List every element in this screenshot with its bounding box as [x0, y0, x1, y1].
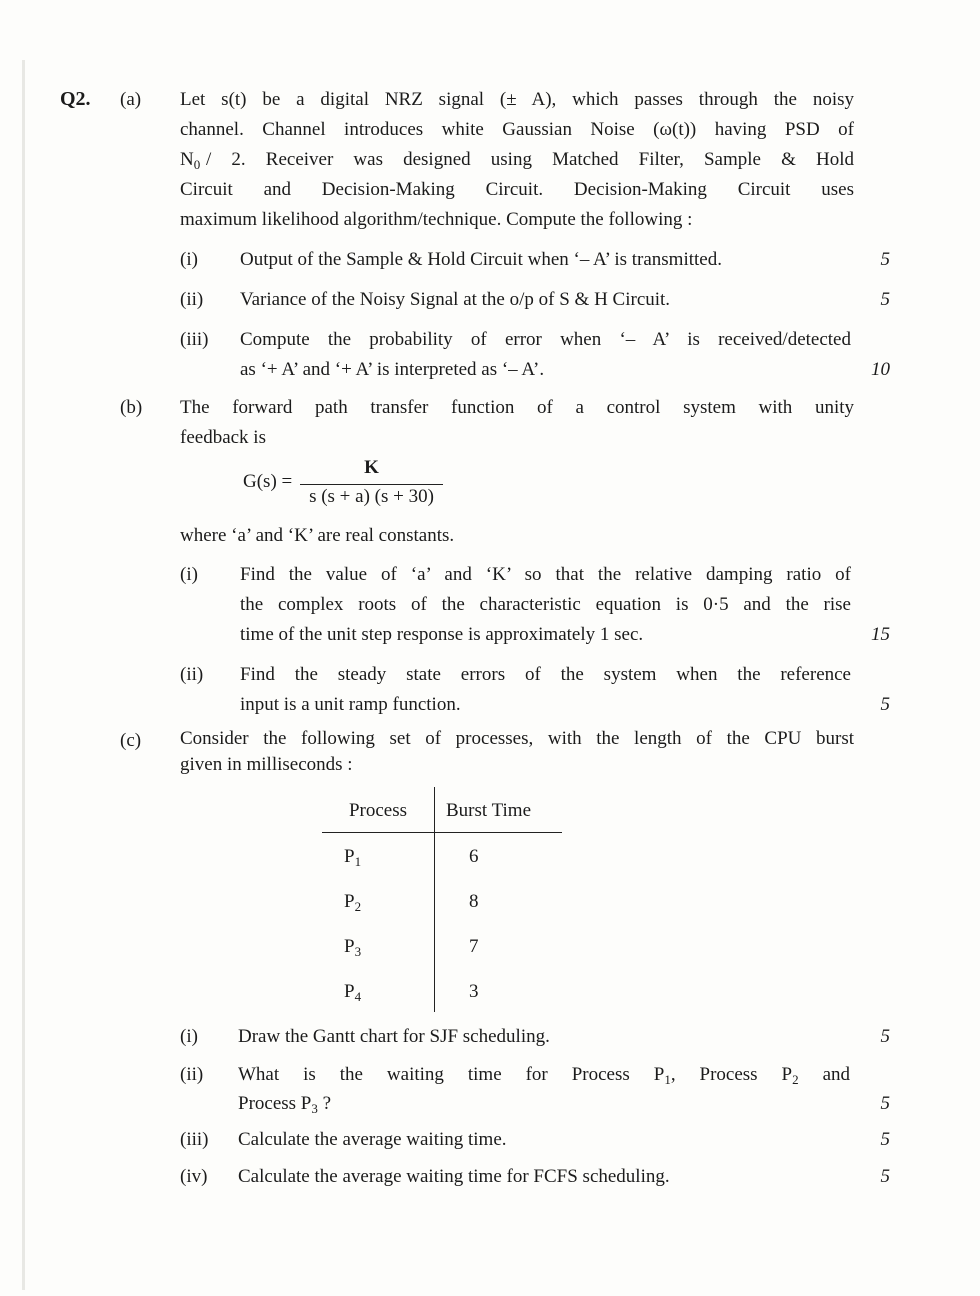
- part-c-label: (c): [120, 730, 142, 751]
- subpart-label: (i): [180, 249, 198, 270]
- part-a-label: (a): [120, 89, 142, 110]
- subpart-text: Find the value of ‘a’ and ‘K’ so that the relative damping ratio of: [240, 564, 851, 585]
- table-row-process: $P_1$: [344, 846, 362, 869]
- table-row-process: $P_4$: [344, 981, 362, 1004]
- part-a-line: channel. Channel introduces white Gaussian Noise (ω(t)) having PSD of: [180, 119, 854, 140]
- subpart-text: time of the unit step response is approximately 1 sec.: [240, 624, 644, 645]
- subpart-text: Calculate the average waiting time.: [238, 1129, 507, 1150]
- table-header-burst: Burst Time: [446, 800, 532, 821]
- marks: 5: [880, 1093, 890, 1114]
- subpart-text: input is a unit ramp function.: [240, 694, 461, 715]
- part-a-line: Let s(t) be a digital NRZ signal (± A), which passes through the noisy: [180, 89, 854, 110]
- part-c-line: Consider the following set of processes, with the length of the CPU burst: [180, 728, 854, 749]
- part-a-line: maximum likelihood algorithm/technique. Compute the following :: [180, 209, 693, 230]
- subpart-text: Compute the probability of error when ‘– A’ is received/detected: [240, 329, 851, 350]
- table-header-rule: [322, 832, 562, 833]
- part-a-line: Circuit and Decision-Making Circuit. Decision-Making Circuit uses: [180, 179, 854, 200]
- subpart-text: Draw the Gantt chart for SJF scheduling.: [238, 1026, 550, 1047]
- marks: 10: [871, 359, 890, 380]
- subpart-text: Calculate the average waiting time for FCFS scheduling.: [238, 1166, 670, 1187]
- table-row-process: $P_3$: [344, 936, 362, 959]
- subpart-text: Find the steady state errors of the system when the reference: [240, 664, 851, 685]
- subpart-text: as ‘+ A’ and ‘+ A’ is interpreted as ‘– A’.: [240, 359, 545, 380]
- formula-denominator: s (s + a) (s + 30): [309, 486, 434, 507]
- table-row-burst: 6: [469, 846, 479, 867]
- marks: 5: [880, 249, 890, 270]
- where-text: where ‘a’ and ‘K’ are real constants.: [180, 525, 455, 546]
- marks: 15: [871, 624, 890, 645]
- part-b-line: The forward path transfer function of a control system with unity: [180, 397, 854, 418]
- subpart-label: (ii): [180, 664, 204, 685]
- marks: 5: [880, 694, 890, 715]
- part-b-label: (b): [120, 397, 143, 418]
- n0-symbol: [180, 145, 200, 175]
- question-number: Q2.: [60, 88, 91, 110]
- subpart-label: (i): [180, 564, 198, 585]
- marks: 5: [880, 1026, 890, 1047]
- subpart-text: Process $P_3$ ?: [238, 1093, 332, 1116]
- subpart-text: the complex roots of the characteristic equation is 0·5 and the rise: [240, 594, 851, 615]
- subpart-label: (iv): [180, 1166, 208, 1187]
- scan-edge-shadow: [22, 60, 25, 1290]
- table-row-burst: 8: [469, 891, 479, 912]
- subpart-text: Output of the Sample & Hold Circuit when ‘– A’ is transmitted.: [240, 249, 722, 270]
- table-row-process: $P_2$: [344, 891, 362, 914]
- table-row-burst: 3: [469, 981, 479, 1002]
- n0-sub: 0: [193, 157, 201, 172]
- table-column-rule: [434, 787, 435, 1012]
- table-header-process: Process: [348, 800, 408, 821]
- formula-numerator: K: [364, 457, 379, 478]
- marks: 5: [880, 1166, 890, 1187]
- formula-lhs: G(s) =: [243, 471, 293, 492]
- part-b-line: feedback is: [180, 427, 266, 448]
- subpart-label: (ii): [180, 1064, 204, 1085]
- marks: 5: [880, 289, 890, 310]
- part-a-line: / 2. Receiver was designed using Matched Filter, Sample & Hold: [206, 149, 854, 170]
- subpart-label: (ii): [180, 289, 204, 310]
- subpart-text: Variance of the Noisy Signal at the o/p of S & H Circuit.: [240, 289, 671, 310]
- subpart-label: (iii): [180, 1129, 209, 1150]
- marks: 5: [880, 1129, 890, 1150]
- subpart-text: What is the waiting time for Process $P_1$, Process $P_2$ and: [238, 1064, 850, 1087]
- subpart-label: (iii): [180, 329, 209, 350]
- part-c-line: given in milliseconds :: [180, 754, 353, 775]
- subpart-label: (i): [180, 1026, 198, 1047]
- n0-base: N: [180, 149, 194, 170]
- table-row-burst: 7: [469, 936, 479, 957]
